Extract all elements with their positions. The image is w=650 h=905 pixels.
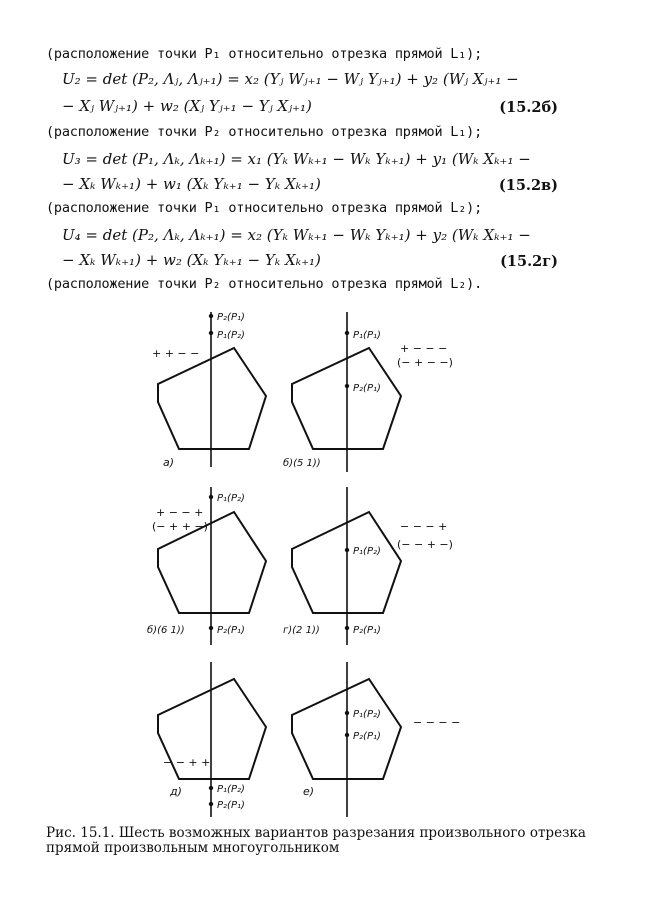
text-line-1: (расположение точки P₁ относительно отрезка прямой L₁); (46, 46, 483, 62)
point-label-mid: P₁(P₂) (217, 330, 245, 341)
point-label-top: P₁(P₁) (353, 330, 381, 341)
sign-pattern: − − − + (400, 520, 448, 533)
point-label-top: P₁(P₂) (217, 493, 245, 504)
point-label-mid: P₂(P₁) (353, 731, 381, 742)
panel-a (152, 312, 266, 469)
equation-15-2v-line2: − Xₖ Wₖ₊₁) + w₁ (Xₖ Yₖ₊₁ − Yₖ Xₖ₊₁) (62, 175, 321, 193)
point-top (345, 548, 349, 552)
point-label-top: P₂(P₁) (217, 312, 245, 323)
point-top (345, 711, 349, 715)
point-mid (209, 331, 213, 335)
equation-15-2g-line1: U₄ = det (P₂, Λₖ, Λₖ₊₁) = x₂ (Yₖ Wₖ₊₁ − Wₖ Yₖ₊₁) + y₂ (Wₖ Xₖ₊₁ − (62, 226, 531, 244)
panel-e (292, 662, 460, 817)
sign-pattern: + − − + (156, 506, 204, 519)
sign-pattern: + + − − (152, 347, 200, 360)
sign-pattern: + − − − (400, 342, 448, 355)
point-top (209, 786, 213, 790)
panel-label: б)(6 1)) (147, 625, 185, 636)
figure-caption: Рис. 15.1. Шесть возможных вариантов разрезания произвольного отрезка прямой произвольным многоугольником (46, 825, 586, 856)
panel-label: а) (163, 456, 175, 469)
equation-number-15-2v: (15.2в) (498, 177, 558, 194)
point-mid (345, 626, 349, 630)
point-label-mid: P₂(P₁) (217, 800, 245, 811)
sign-pattern: − − + + (163, 756, 211, 769)
text-line-3: (расположение точки P₁ относительно отрезка прямой L₂); (46, 200, 483, 216)
point-label-top: P₁(P₂) (353, 709, 381, 720)
point-top (209, 314, 213, 318)
panel-label: д) (170, 785, 182, 798)
equation-15-2v-line1: U₃ = det (P₁, Λₖ, Λₖ₊₁) = x₁ (Yₖ Wₖ₊₁ − Wₖ Yₖ₊₁) + y₁ (Wₖ Xₖ₊₁ − (62, 150, 531, 168)
point-label-mid: P₂(P₁) (217, 625, 245, 636)
panel-g (283, 487, 453, 645)
panel-label: г)(2 1)) (283, 625, 320, 636)
sign-pattern-alt: (− + − −) (397, 356, 453, 369)
panel-d (158, 662, 266, 817)
point-label-top: P₁(P₂) (217, 784, 245, 795)
point-mid (209, 626, 213, 630)
equation-15-2b-line1: U₂ = det (P₂, Λⱼ, Λⱼ₊₁) = x₂ (Yⱼ Wⱼ₊₁ − Wⱼ Yⱼ₊₁) + y₂ (Wⱼ Xⱼ₊₁ − (62, 70, 519, 88)
panel-b2 (147, 487, 266, 645)
point-mid (345, 733, 349, 737)
text-line-2: (расположение точки P₂ относительно отрезка прямой L₁); (46, 124, 483, 140)
point-top (345, 331, 349, 335)
point-top (209, 495, 213, 499)
equation-15-2g-line2: − Xₖ Wₖ₊₁) + w₂ (Xₖ Yₖ₊₁ − Yₖ Xₖ₊₁) (62, 251, 321, 269)
equation-number-15-2b: (15.2б) (499, 99, 558, 116)
polygon (158, 348, 266, 449)
equation-number-15-2g: (15.2г) (500, 253, 558, 270)
point-label-mid: P₂(P₁) (353, 625, 381, 636)
panel-label: б)(5 1)) (283, 458, 321, 469)
equation-15-2b-line2: − Xⱼ Wⱼ₊₁) + w₂ (Xⱼ Yⱼ₊₁ − Yⱼ Xⱼ₊₁) (62, 97, 312, 115)
sign-pattern-alt: (− + + −) (152, 520, 208, 533)
sign-pattern-alt: (− − + −) (397, 538, 453, 551)
point-mid (209, 802, 213, 806)
point-label-top: P₁(P₂) (353, 546, 381, 557)
point-label-mid: P₂(P₁) (353, 383, 381, 394)
sign-pattern: − − − − (413, 716, 461, 729)
panel-label: е) (303, 785, 315, 798)
panel-b1 (283, 312, 453, 472)
point-mid (345, 384, 349, 388)
text-line-4: (расположение точки P₂ относительно отрезка прямой L₂). (46, 276, 483, 292)
